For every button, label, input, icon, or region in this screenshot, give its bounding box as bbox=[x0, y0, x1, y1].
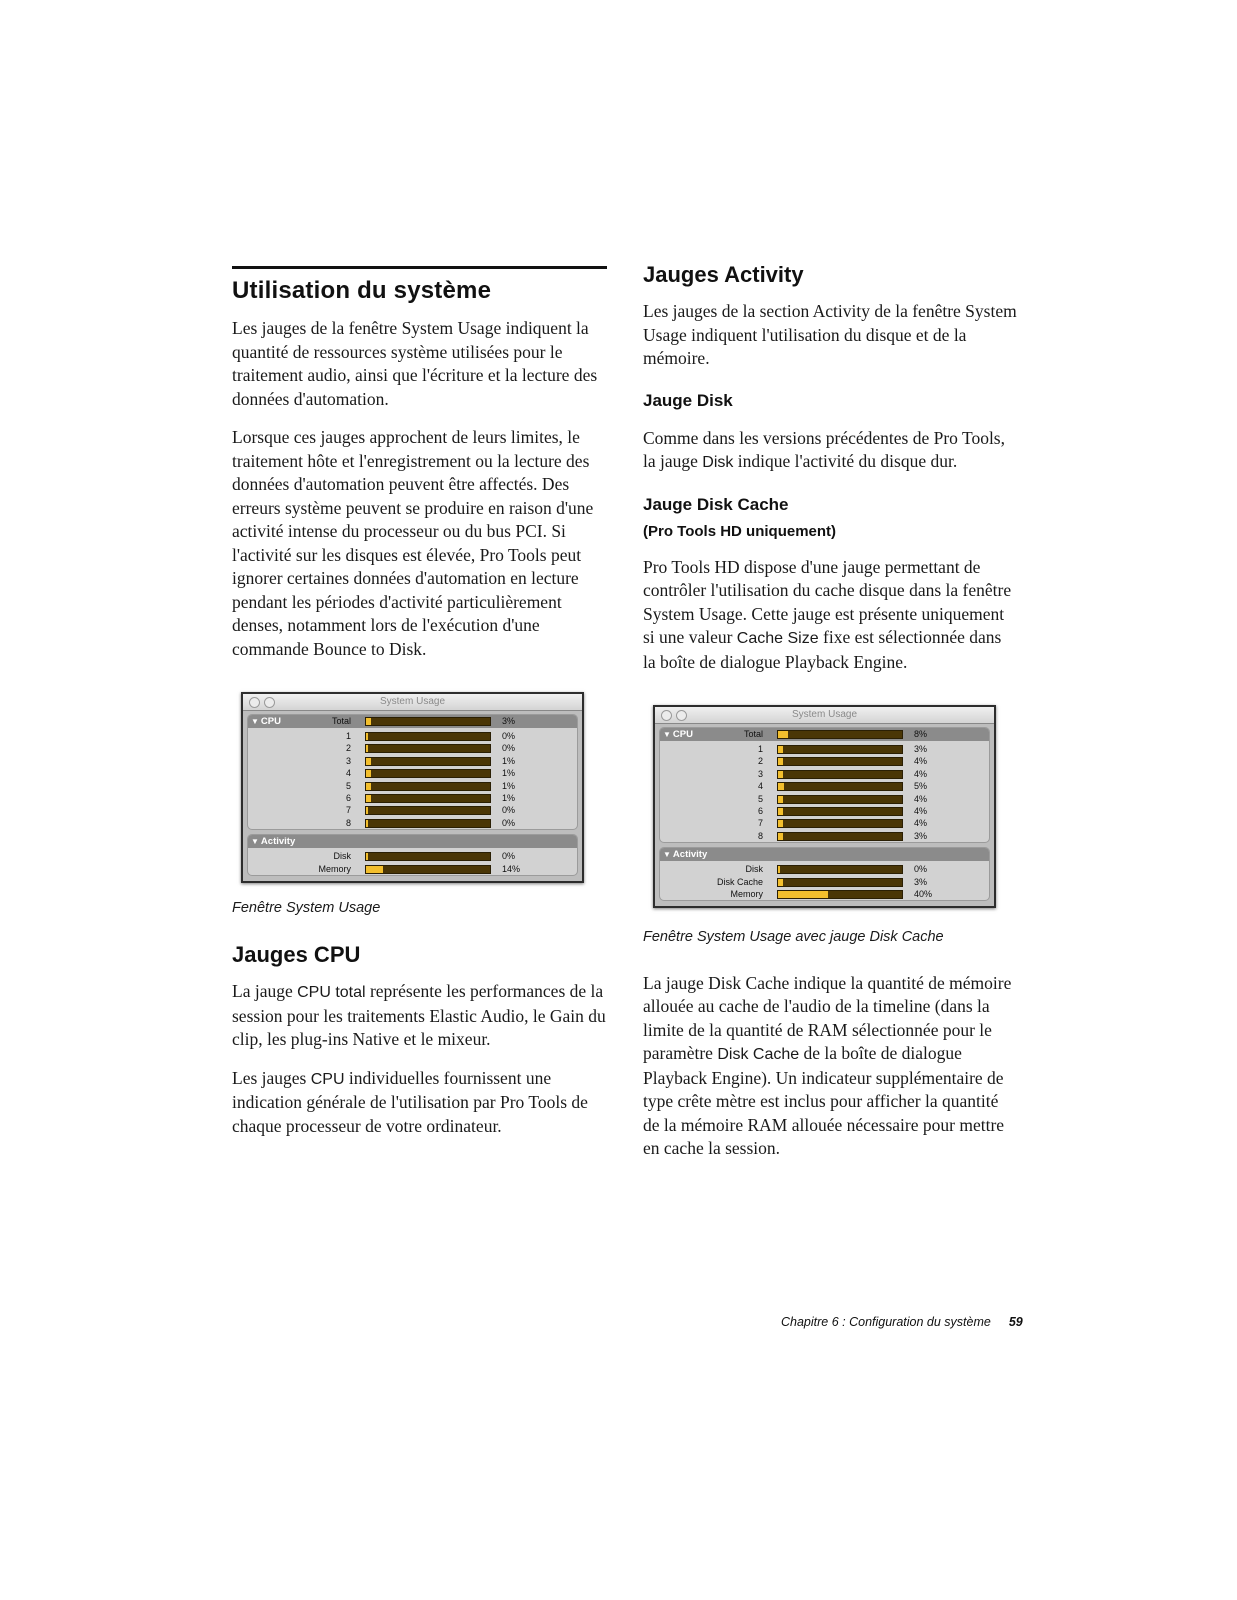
meter-bar bbox=[777, 782, 903, 791]
meter-label: 4 bbox=[757, 781, 763, 792]
meter-row bbox=[248, 863, 577, 875]
cpu-meter-rows bbox=[248, 728, 577, 829]
meter-label: 1 bbox=[345, 731, 351, 741]
page-footer bbox=[781, 1315, 1023, 1329]
meter-bar bbox=[777, 819, 903, 828]
meter-label: Memory bbox=[318, 863, 351, 874]
disk-cache-paragraph-2: La jauge Disk Cache indique la quantité de mémoire allouée au cache de l'audio de la timeline (dans la limite de la quantité de RAM sélectionnée pour le paramètre Disk Cache de la boîte de dialogue Playback Engine). Un indicateur supplémentaire de type crête mètre est inclus pour afficher la quantité de la mémoire RAM allouée nécessaire pour mettre en cache la session. bbox=[643, 972, 1012, 1159]
meter-fill bbox=[778, 833, 783, 840]
meter-value: 0% bbox=[502, 743, 516, 754]
meter-row bbox=[660, 817, 989, 829]
meter-fill bbox=[778, 796, 783, 803]
right-column bbox=[643, 262, 1018, 1176]
meter-value: 1% bbox=[502, 755, 516, 766]
meter-fill bbox=[366, 718, 371, 725]
cpu-section-title: Jauges CPU bbox=[232, 942, 361, 968]
meter-value: 1% bbox=[502, 792, 516, 803]
cpu-paragraph-1: La jauge CPU total représente les performances de la session pour les traitements Elastic Audio, le Gain du clip, les plug-ins Native et le mixeur. bbox=[232, 981, 606, 1050]
meter-value: 0% bbox=[502, 817, 516, 828]
meter-row bbox=[248, 742, 577, 754]
meter-bar bbox=[777, 878, 903, 887]
meter-row bbox=[248, 780, 577, 792]
meter-bar bbox=[777, 770, 903, 779]
meter-value: 4% bbox=[914, 756, 928, 767]
activity-paragraph: Les jauges de la section Activity de la fenêtre System Usage indiquent l'utilisation du disque et de la mémoire. bbox=[643, 301, 1017, 368]
meter-label: Disk Cache bbox=[716, 876, 763, 887]
meter-bar bbox=[365, 806, 491, 815]
page-number: 59 bbox=[1008, 1315, 1023, 1329]
meter-label: Total bbox=[743, 729, 763, 739]
meter-fill bbox=[778, 771, 783, 778]
cpu-meter-rows bbox=[660, 741, 989, 842]
meter-label: 7 bbox=[757, 818, 763, 829]
meter-row bbox=[248, 730, 577, 742]
disk-paragraph: Comme dans les versions précédentes de Pro Tools, la jauge Disk indique l'activité du disque dur. bbox=[643, 427, 1005, 471]
cpu-paragraph-2: Les jauges CPU individuelles fournissent une indication générale de l'utilisation par Pro Tools de chaque processeur de votre ordinateur. bbox=[232, 1067, 588, 1136]
meter-row bbox=[660, 830, 989, 842]
disclosure-triangle-icon[interactable]: ▼ bbox=[251, 717, 259, 726]
window-title: System Usage bbox=[379, 696, 446, 707]
minimize-button[interactable] bbox=[676, 710, 687, 721]
cpu-section-header[interactable] bbox=[660, 728, 989, 741]
meter-fill bbox=[778, 808, 783, 815]
meter-fill bbox=[778, 731, 788, 738]
figure-caption: Fenêtre System Usage avec jauge Disk Cache bbox=[643, 929, 944, 946]
meter-value: 3% bbox=[914, 830, 928, 841]
meter-bar bbox=[777, 832, 903, 841]
system-usage-window bbox=[241, 692, 584, 883]
meter-row bbox=[660, 876, 989, 888]
disk-cache-subtitle: (Pro Tools HD uniquement) bbox=[643, 522, 837, 540]
meter-label: Disk bbox=[333, 851, 351, 862]
meter-row bbox=[660, 888, 989, 900]
section-title: Utilisation du système bbox=[232, 277, 492, 304]
meter-fill bbox=[366, 733, 368, 740]
meter-value: 8% bbox=[914, 729, 928, 739]
meter-bar bbox=[365, 717, 491, 726]
meter-label: 6 bbox=[345, 792, 351, 803]
meter-label: Memory bbox=[730, 888, 763, 899]
meter-fill bbox=[366, 795, 371, 802]
meter-label: Disk bbox=[745, 864, 763, 875]
meter-fill bbox=[778, 758, 783, 765]
meter-row bbox=[660, 728, 989, 741]
meter-label: 2 bbox=[757, 756, 763, 767]
close-button[interactable] bbox=[661, 710, 672, 721]
meter-value: 0% bbox=[502, 851, 516, 862]
meter-value: 0% bbox=[914, 864, 928, 875]
activity-section-header[interactable] bbox=[660, 848, 989, 861]
meter-fill bbox=[366, 783, 371, 790]
meter-bar bbox=[777, 757, 903, 766]
meter-fill bbox=[366, 758, 371, 765]
meter-label: 1 bbox=[757, 744, 763, 754]
activity-section bbox=[247, 834, 578, 876]
meter-fill bbox=[778, 820, 783, 827]
disk-title: Jauge Disk bbox=[643, 390, 733, 410]
meter-bar bbox=[777, 865, 903, 874]
window-title: System Usage bbox=[791, 709, 858, 720]
disclosure-triangle-icon[interactable]: ▼ bbox=[663, 850, 671, 860]
cpu-label: CPU bbox=[672, 729, 693, 740]
meter-row bbox=[248, 850, 577, 862]
activity-meter-rows bbox=[660, 861, 989, 900]
meter-label: 3 bbox=[345, 755, 351, 766]
meter-fill bbox=[366, 745, 368, 752]
meter-row bbox=[248, 817, 577, 829]
meter-value: 3% bbox=[914, 744, 928, 754]
meter-label: 8 bbox=[757, 830, 763, 841]
meter-value: 3% bbox=[502, 716, 516, 726]
meter-row bbox=[248, 804, 577, 816]
meter-label: 4 bbox=[345, 768, 351, 779]
meter-label: 8 bbox=[345, 817, 351, 828]
meter-fill bbox=[778, 879, 783, 886]
meter-value: 1% bbox=[502, 768, 516, 779]
meter-fill bbox=[778, 783, 784, 790]
left-column bbox=[232, 266, 607, 1153]
activity-label: Activity bbox=[260, 836, 296, 848]
meter-value: 4% bbox=[914, 793, 928, 804]
meter-row bbox=[248, 792, 577, 804]
meter-bar bbox=[777, 745, 903, 754]
meter-row bbox=[660, 780, 989, 792]
disclosure-triangle-icon[interactable]: ▼ bbox=[663, 730, 671, 739]
meter-bar bbox=[365, 757, 491, 766]
meter-value: 1% bbox=[502, 780, 516, 791]
meter-value: 3% bbox=[914, 876, 928, 887]
meter-value: 0% bbox=[502, 731, 516, 741]
system-usage-window-disk-cache bbox=[653, 705, 996, 908]
activity-label: Activity bbox=[672, 849, 708, 861]
meter-fill bbox=[366, 853, 368, 860]
window-titlebar bbox=[655, 707, 994, 724]
meter-bar bbox=[365, 782, 491, 791]
meter-value: 4% bbox=[914, 818, 928, 829]
activity-meter-rows bbox=[248, 848, 577, 875]
meter-row bbox=[660, 863, 989, 875]
meter-row bbox=[660, 793, 989, 805]
disk-cache-paragraph: Pro Tools HD dispose d'une jauge permettant de contrôler l'utilisation du cache disque dans la fenêtre System Usage. Cette jauge est présente uniquement si une valeur Cache Size fixe est sélectionnée dans la boîte de dialogue Playback Engine. bbox=[643, 556, 1012, 672]
window-titlebar bbox=[243, 694, 582, 711]
limits-paragraph: Lorsque ces jauges approchent de leurs limites, le traitement hôte et l'enregistrement ou la lecture des données d'automation peuvent être affectés. Des erreurs système peuvent se produire en raison d'une activité intense du processeur ou du bus PCI. Si l'activité sur les disques est élevée, Pro Tools peut ignorer certaines données d'automation en lecture pendant les périodes d'activité particulièrement denses, notamment lors de l'exécution d'une commande Bounce to Disk. bbox=[232, 427, 594, 659]
meter-bar bbox=[777, 807, 903, 816]
meter-row bbox=[248, 755, 577, 767]
meter-label: Total bbox=[331, 716, 351, 726]
intro-paragraph: Les jauges de la fenêtre System Usage indiquent la quantité de ressources système utilisées pour le traitement audio, ainsi que l'écriture et la lecture des données d'automation. bbox=[232, 318, 598, 409]
meter-fill bbox=[778, 891, 828, 898]
cpu-section bbox=[659, 727, 990, 843]
meter-label: 5 bbox=[757, 793, 763, 804]
meter-fill bbox=[366, 770, 371, 777]
meter-bar bbox=[365, 744, 491, 753]
meter-fill bbox=[778, 866, 780, 873]
meter-bar bbox=[777, 795, 903, 804]
meter-label: 2 bbox=[345, 743, 351, 754]
meter-value: 40% bbox=[914, 888, 933, 899]
meter-row bbox=[248, 715, 577, 728]
meter-bar bbox=[777, 730, 903, 739]
meter-bar bbox=[365, 732, 491, 741]
meter-value: 4% bbox=[914, 805, 928, 816]
meter-fill bbox=[366, 820, 368, 827]
meter-label: 7 bbox=[345, 805, 351, 816]
meter-bar bbox=[365, 865, 491, 874]
meter-bar bbox=[777, 890, 903, 899]
meter-value: 14% bbox=[502, 863, 521, 874]
meter-bar bbox=[365, 852, 491, 861]
disclosure-triangle-icon[interactable]: ▼ bbox=[251, 837, 259, 847]
cpu-label: CPU bbox=[260, 716, 281, 727]
figure-caption: Fenêtre System Usage bbox=[232, 899, 381, 916]
meter-row bbox=[660, 755, 989, 767]
disk-cache-title: Jauge Disk Cache bbox=[643, 494, 789, 514]
section-rule bbox=[232, 266, 607, 269]
meter-fill bbox=[366, 866, 383, 873]
close-button[interactable] bbox=[249, 697, 260, 708]
minimize-button[interactable] bbox=[264, 697, 275, 708]
activity-title: Jauges Activity bbox=[643, 262, 804, 287]
meter-row bbox=[660, 805, 989, 817]
activity-section bbox=[659, 847, 990, 901]
meter-row bbox=[660, 743, 989, 755]
meter-fill bbox=[366, 807, 368, 814]
meter-fill bbox=[778, 746, 783, 753]
meter-bar bbox=[365, 819, 491, 828]
meter-value: 0% bbox=[502, 805, 516, 816]
meter-label: 3 bbox=[757, 768, 763, 779]
chapter-label: Chapitre 6 : Configuration du système bbox=[781, 1315, 991, 1329]
activity-section-header[interactable] bbox=[248, 835, 577, 848]
meter-value: 4% bbox=[914, 768, 928, 779]
meter-bar bbox=[365, 769, 491, 778]
meter-value: 5% bbox=[914, 781, 928, 792]
meter-label: 5 bbox=[345, 780, 351, 791]
meter-label: 6 bbox=[757, 805, 763, 816]
meter-row bbox=[660, 768, 989, 780]
meter-bar bbox=[365, 794, 491, 803]
cpu-section-header[interactable] bbox=[248, 715, 577, 728]
cpu-section bbox=[247, 714, 578, 830]
meter-row bbox=[248, 767, 577, 779]
